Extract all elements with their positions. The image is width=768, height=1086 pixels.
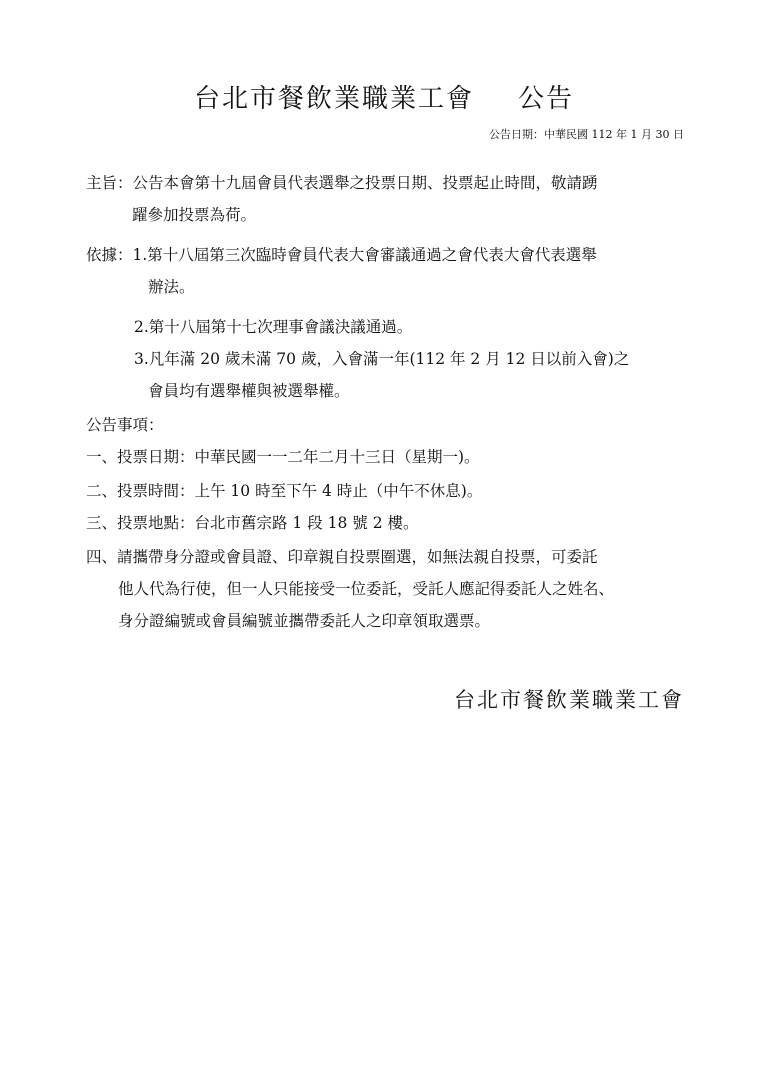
notice-item-4-line-1: 四、請攜帶身分證或會員證、印章親自投票圈選，如無法親自投票，可委託 (86, 548, 598, 566)
notice-item-2: 二、投票時間：上午 10 時至下午 4 時止（中午不休息)。 (86, 482, 483, 500)
document-title (0, 78, 768, 115)
title-notice-word: 公告 (518, 84, 575, 114)
notice-item-4-line-3: 身分證編號或會員編號並攜帶委託人之印章領取選票。 (118, 612, 491, 630)
notice-heading: 公告事項： (86, 416, 164, 434)
subject-line-2: 躍參加投票為荷。 (132, 206, 257, 224)
basis-item-1-line-2: 辦法。 (148, 278, 195, 296)
basis-item-3-line-2: 會員均有選舉權與被選舉權。 (148, 382, 350, 400)
signature-org-name: 台北市餐飲業職業工會 (454, 688, 684, 712)
basis-item-1-line-1: 依據：1.第十八屆第三次臨時會員代表大會審議通過之會代表大會代表選舉 (86, 246, 597, 264)
notice-item-4-line-2: 他人代為行使，但一人只能接受一位委託，受託人應記得委託人之姓名、 (118, 580, 615, 598)
title-org-name: 台北市餐飲業職業工會 (193, 84, 474, 114)
subject-line-1: 主旨：公告本會第十九屆會員代表選舉之投票日期、投票起止時間，敬請踴 (86, 174, 598, 192)
notice-item-3: 三、投票地點：台北市舊宗路 1 段 18 號 2 樓。 (86, 514, 419, 532)
notice-item-1: 一、投票日期：中華民國一一二年二月十三日（星期一)。 (86, 448, 480, 466)
basis-item-3-line-1: 3.凡年滿 20 歲未滿 70 歲，入會滿一年(112 年 2 月 12 日以前入會)之 (134, 350, 630, 368)
notice-date: 公告日期：中華民國 112 年 1 月 30 日 (489, 128, 684, 141)
basis-item-2: 2.第十八屆第十七次理事會議決議通過。 (134, 318, 413, 336)
